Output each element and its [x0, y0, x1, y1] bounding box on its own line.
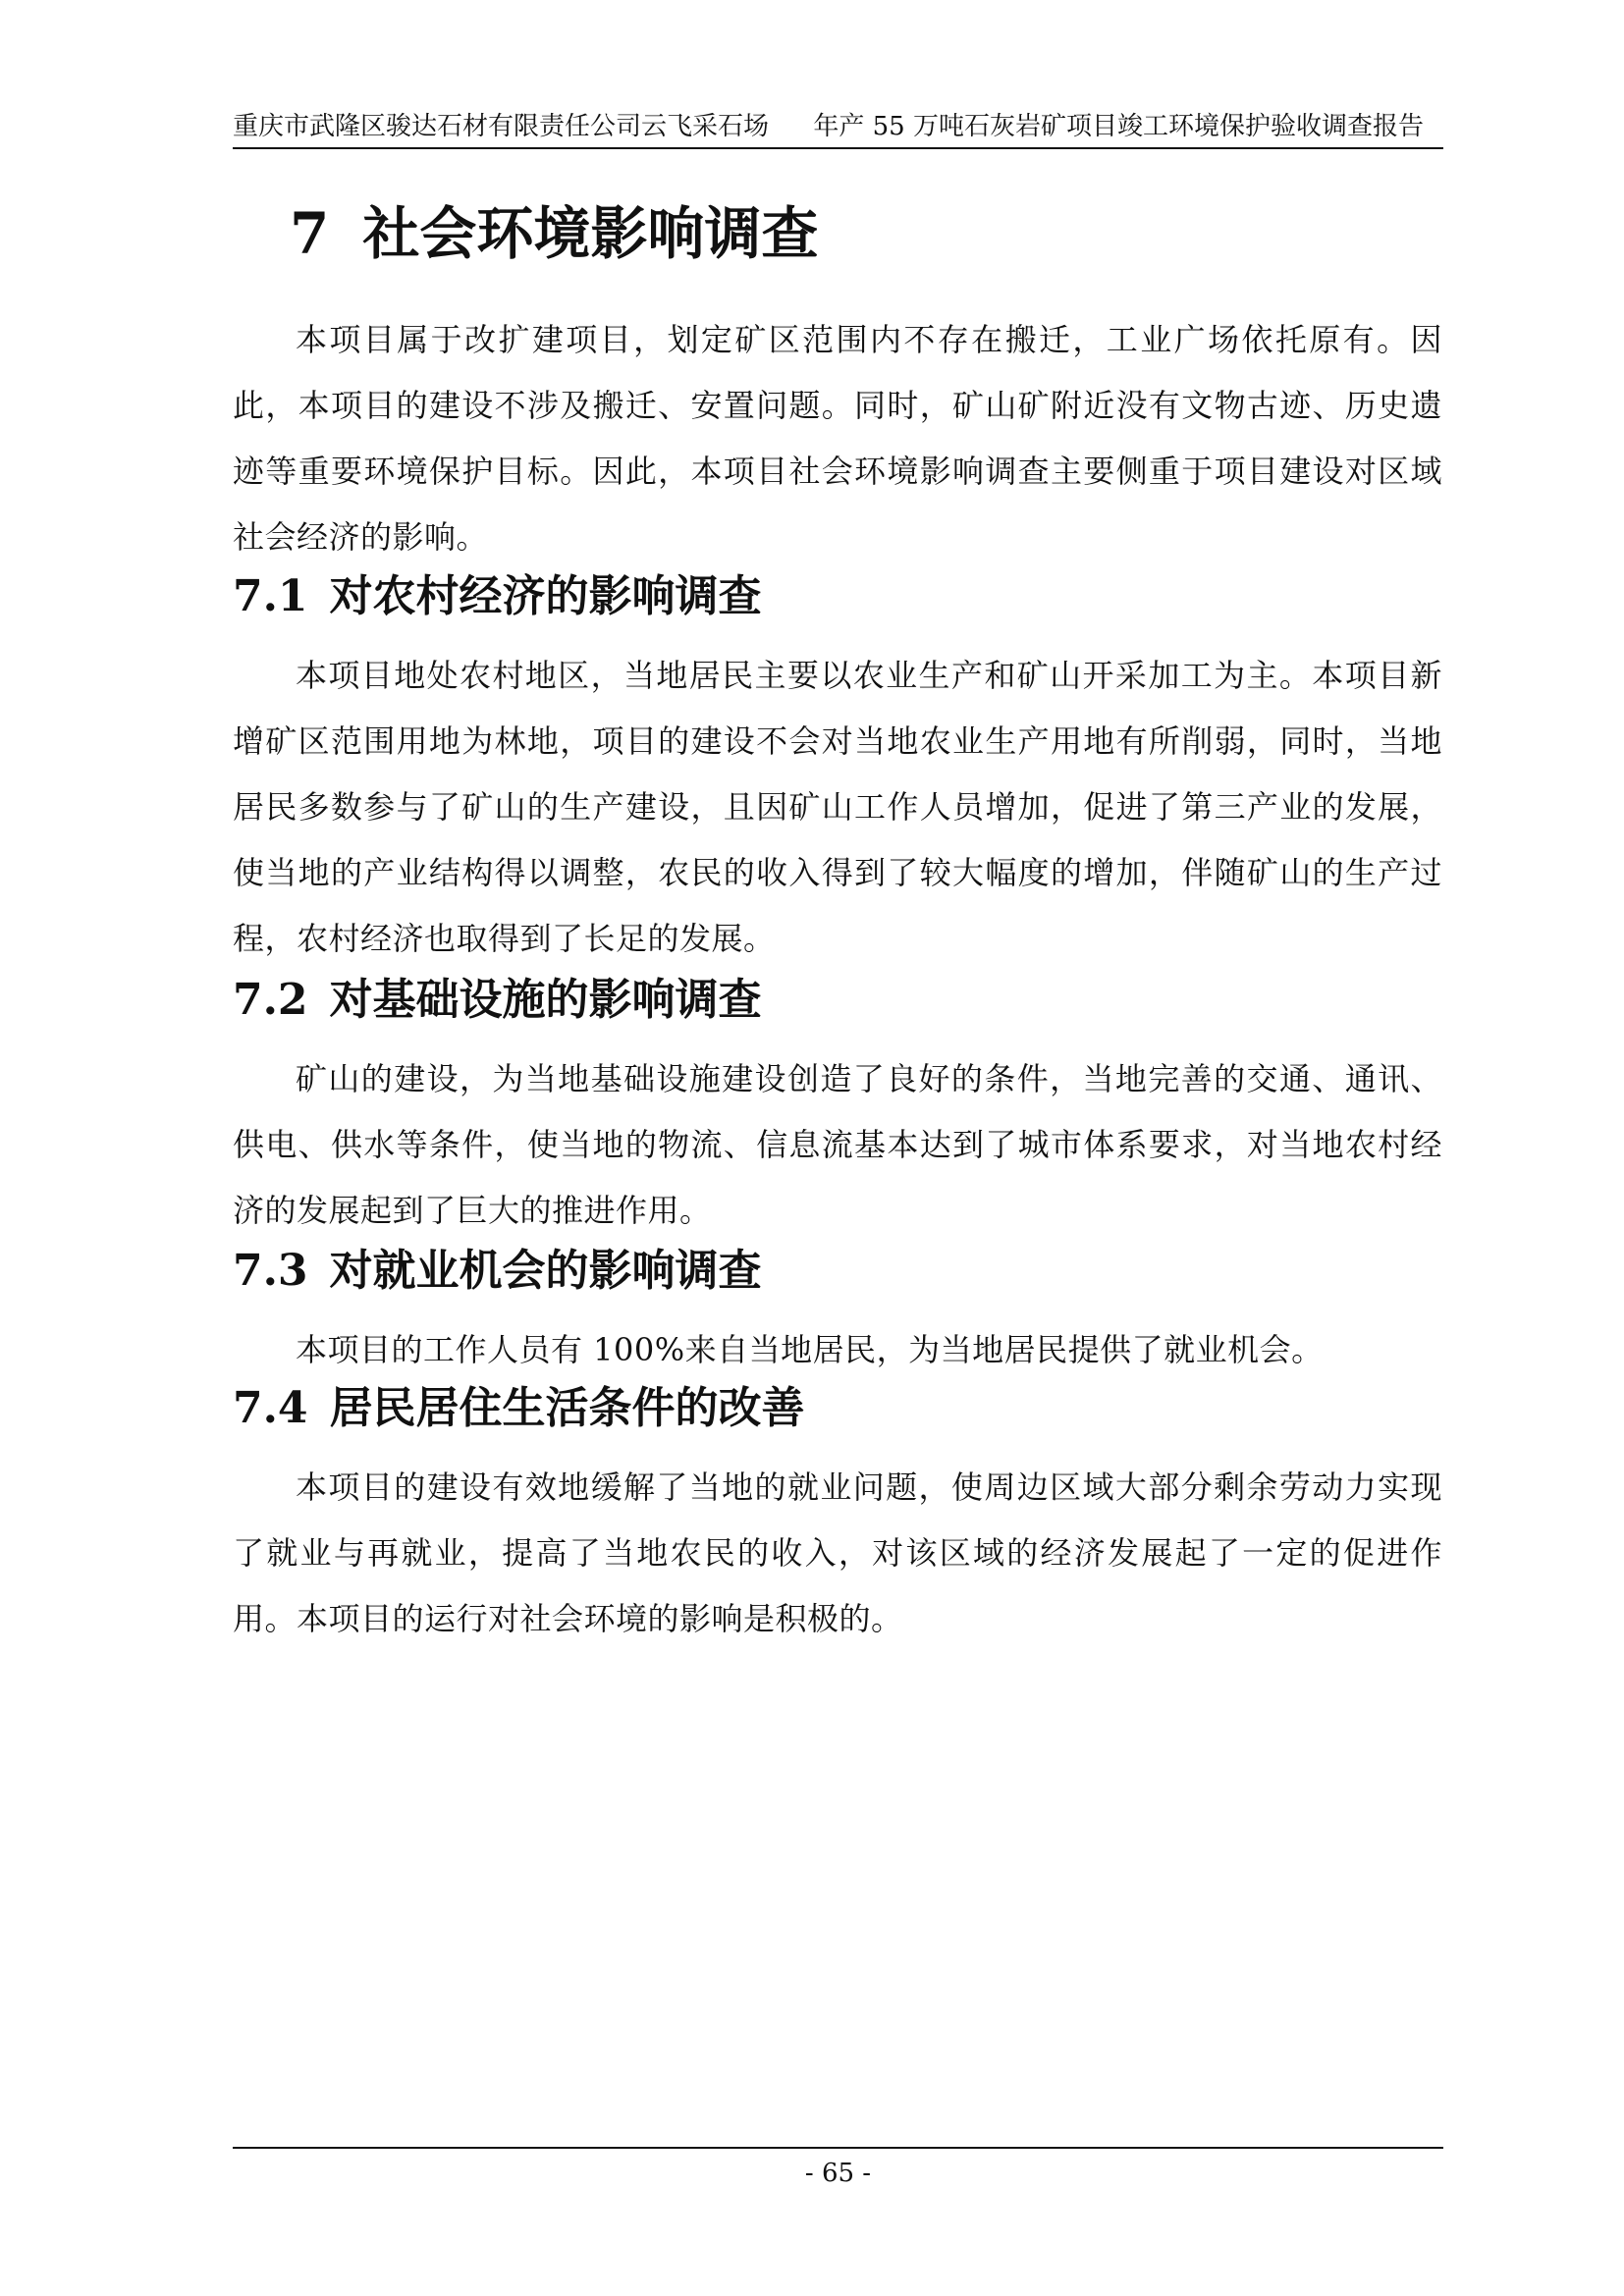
section-7-4-paragraph: 本项目的建设有效地缓解了当地的就业问题，使周边区域大部分剩余劳动力实现了就业与再就业，提高了当地农民的收入，对该区域的经济发展起了一定的促进作用。本项目的运行对社会环境的影响是积极的。	[233, 1468, 1442, 1637]
section-heading-7-2	[233, 971, 762, 1030]
section-7-2-paragraph: 矿山的建设，为当地基础设施建设创造了良好的条件，当地完善的交通、通讯、供电、供水等条件，使当地的物流、信息流基本达到了城市体系要求，对当地农村经济的发展起到了巨大的推进作用。	[233, 1060, 1442, 1229]
section-number: 7.1	[233, 571, 308, 621]
footer-rule	[233, 2147, 1443, 2149]
section-number: 7.2	[233, 975, 308, 1025]
page-header	[233, 108, 1443, 149]
page-number: - 65 -	[804, 2159, 872, 2188]
section-7-1-paragraph: 本项目地处农村地区，当地居民主要以农业生产和矿山开采加工为主。本项目新增矿区范围用地为林地，项目的建设不会对当地农业生产用地有所削弱，同时，当地居民多数参与了矿山的生产建设，且因矿山工作人员增加，促进了第三产业的发展，使当地的产业结构得以调整，农民的收入得到了较大幅度的增加，伴随矿山的生产过程，农村经济也取得到了长足的发展。	[233, 657, 1442, 957]
section-title: 居民居住生活条件的改善	[329, 1383, 805, 1433]
header-report-title: 年产 55 万吨石灰岩矿项目竣工环境保护验收调查报告	[813, 112, 1424, 141]
section-title: 对基础设施的影响调查	[329, 975, 762, 1025]
section-heading-7-4	[233, 1379, 805, 1438]
chapter-intro-paragraph: 本项目属于改扩建项目，划定矿区范围内不存在搬迁，工业广场依托原有。因此，本项目的建设不涉及搬迁、安置问题。同时，矿山矿附近没有文物古迹、历史遗迹等重要环境保护目标。因此，本项目社会环境影响调查主要侧重于项目建设对区域社会经济的影响。	[233, 321, 1442, 556]
chapter-title-text: 社会环境影响调查	[362, 200, 819, 267]
section-number: 7.4	[233, 1383, 308, 1433]
chapter-number: 7	[290, 200, 330, 267]
section-title: 对就业机会的影响调查	[329, 1246, 762, 1296]
section-title: 对农村经济的影响调查	[329, 571, 762, 621]
header-company: 重庆市武隆区骏达石材有限责任公司云飞采石场	[233, 112, 770, 141]
section-number: 7.3	[233, 1246, 308, 1296]
section-7-3-paragraph: 本项目的工作人员有 100%来自当地居民，为当地居民提供了就业机会。	[296, 1331, 1324, 1368]
section-heading-7-3	[233, 1242, 762, 1301]
chapter-title	[290, 194, 818, 273]
section-heading-7-1	[233, 567, 762, 626]
